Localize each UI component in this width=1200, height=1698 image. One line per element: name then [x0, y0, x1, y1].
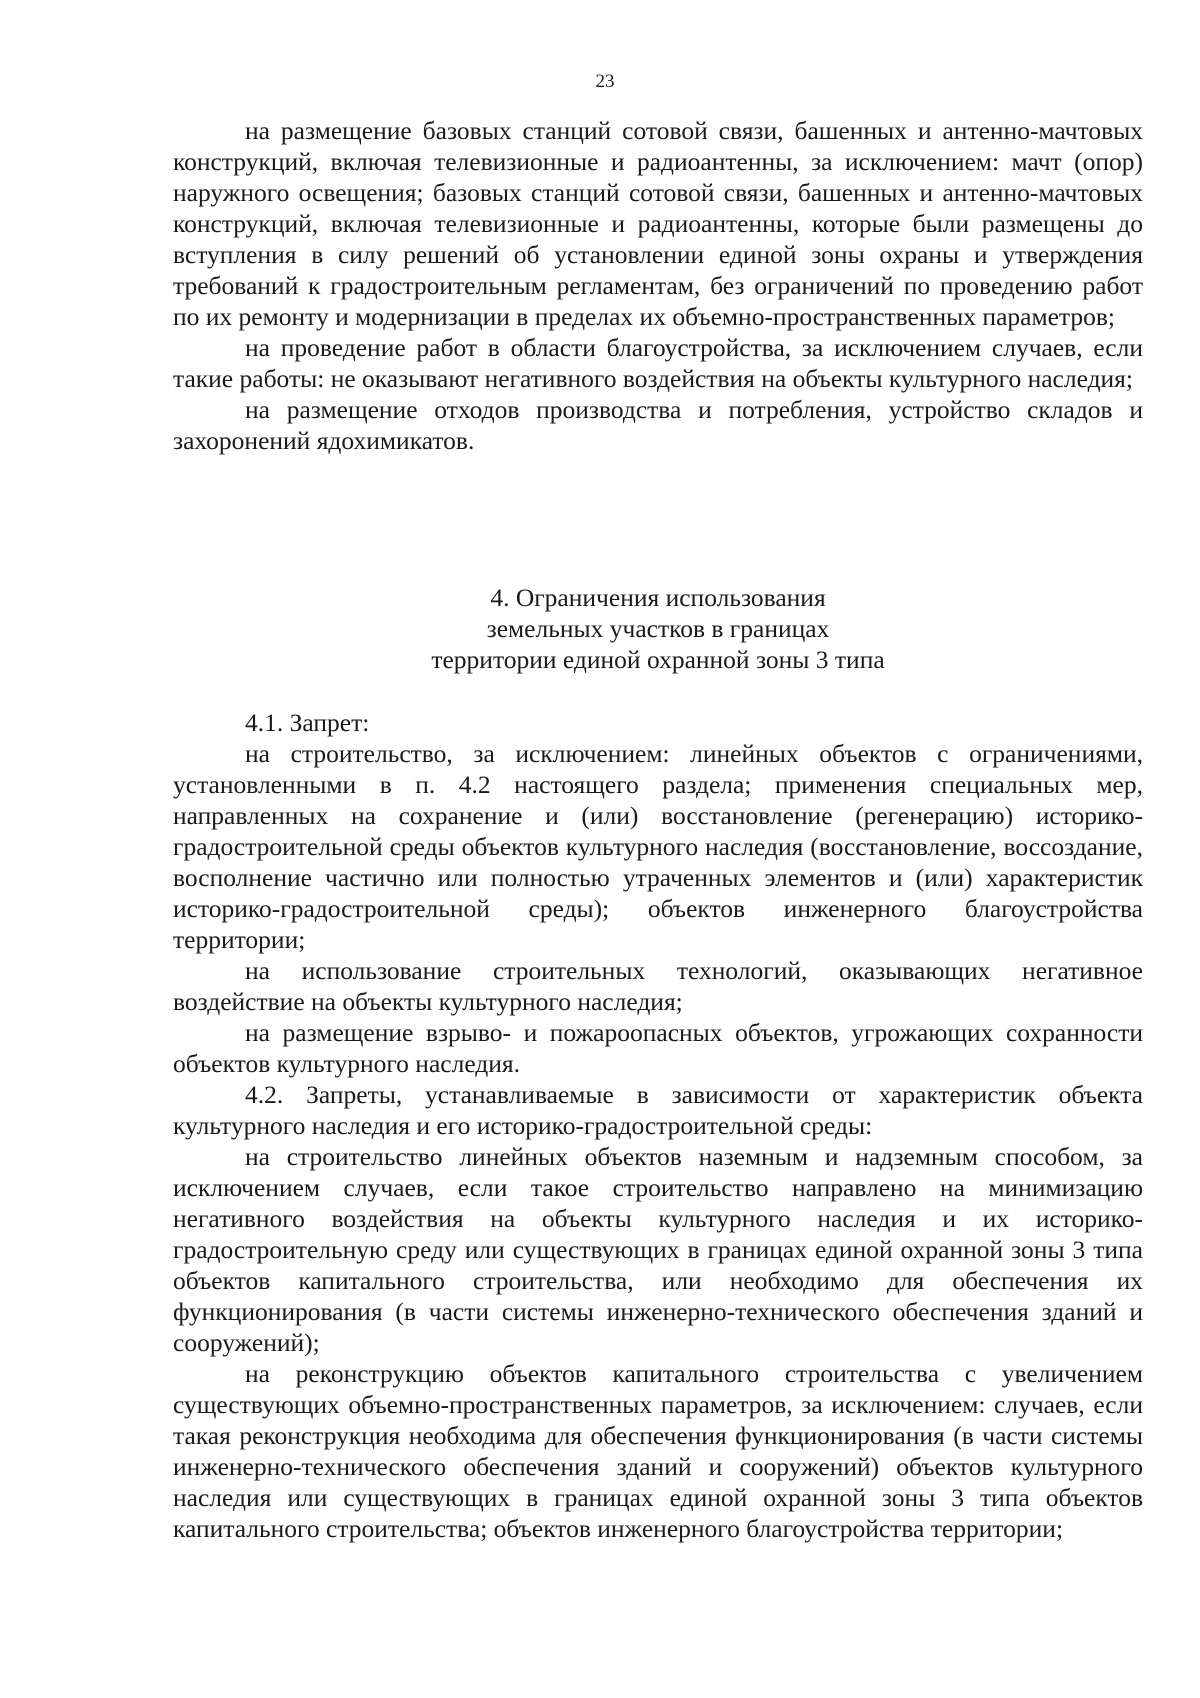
heading-line-1: 4. Ограничения использования — [490, 583, 826, 612]
restrictions-list-continued — [173, 115, 1143, 456]
paragraph-landscaping-works: на проведение работ в области благоустройства, за исключением случаев, если такие работы: не оказывают негативного воздействия на объекты культурного наследия; — [173, 333, 1143, 393]
section-4-body — [173, 707, 1143, 1544]
heading-line-2: земельных участков в границах — [486, 614, 830, 643]
clause-4-2-title: 4.2. Запреты, устанавливаемые в зависимости от характеристик объекта культурного наследия и его историко-градостроительной среды: — [173, 1080, 1143, 1140]
page-number: 23 — [595, 71, 615, 92]
paragraph-waste-placement: на размещение отходов производства и потребления, устройство складов и захоронений ядохимикатов. — [173, 395, 1143, 455]
clause-4-1-title: 4.1. Запрет: — [245, 708, 370, 737]
paragraph-hazardous-objects: на размещение взрыво- и пожароопасных объектов, угрожающих сохранности объектов культурного наследия. — [173, 1018, 1143, 1078]
paragraph-cell-towers: на размещение базовых станций сотовой связи, башенных и антенно-мачтовых конструкций, включая телевизионные и радиоантенны, за исключением: мачт (опор) наружного освещения; базовых станций сотовой связи, башенных и антенно-мачтовых конструкций, включая телевизионные и радиоантенны, которые были размещены до вступления в силу решений об установлении единой зоны охраны и утверждения требований к градостроительным регламентам, без ограничений по проведению работ по их ремонту и модернизации в пределах их объемно-пространственных параметров; — [173, 116, 1143, 331]
paragraph-reconstruction: на реконструкцию объектов капитального строительства с увеличением существующих объемно-пространственных параметров, за исключением: случаев, если такая реконструкция необходима для обеспечения функционирования (в части системы инженерно-технического обеспечения зданий и сооружений) объектов культурного наследия или существующих в границах единой охранной зоны 3 типа объектов капитального строительства; объектов инженерного благоустройства территории; — [173, 1359, 1143, 1543]
paragraph-construction-ban: на строительство, за исключением: линейных объектов с ограничениями, установленными в п. 4.2 настоящего раздела; применения специальных мер, направленных на сохранение и (или) восстановление (регенерацию) историко-градостроительной среды объектов культурного наследия (восстановление, воссоздание, восполнение частично или полностью утраченных элементов и (или) характеристик историко-градостроительной среды); объектов инженерного благоустройства территории; — [173, 739, 1143, 954]
heading-line-3: территории единой охранной зоны 3 типа — [431, 645, 885, 674]
section-heading — [173, 582, 1143, 675]
paragraph-linear-objects: на строительство линейных объектов наземным и надземным способом, за исключением случаев, если такое строительство направлено на минимизацию негативного воздействия на объекты культурного наследия и их историко-градостроительную среду или существующих в границах единой охранной зоны 3 типа объектов капитального строительства, или необходимо для обеспечения их функционирования (в части системы инженерно-технического обеспечения зданий и сооружений); — [173, 1142, 1143, 1357]
paragraph-construction-technologies: на использование строительных технологий, оказывающих негативное воздействие на объекты культурного наследия; — [173, 956, 1143, 1016]
